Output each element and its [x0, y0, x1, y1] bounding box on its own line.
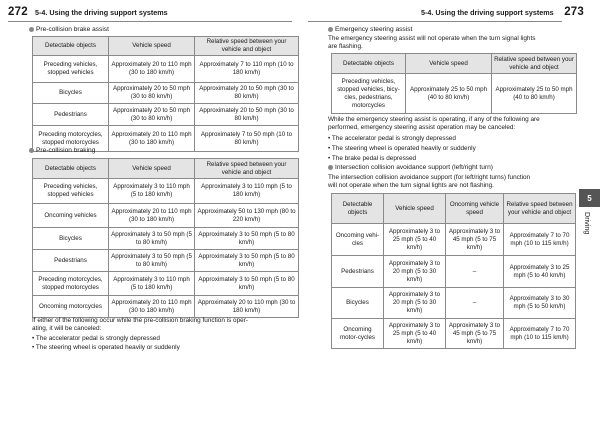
list-item: • The accelerator pedal is strongly depressed: [32, 335, 160, 342]
table-row: [33, 179, 299, 204]
table-header-row: [33, 159, 299, 179]
table-cell: Preceding vehicles, stopped vehicles: [33, 179, 109, 204]
table-cell: Pedestrians: [33, 250, 109, 272]
table-row: [33, 204, 299, 228]
bullet-dot-icon: [328, 27, 333, 32]
table-cell: Approximately 25 to 50 mph (40 to 80 km/h): [492, 74, 577, 114]
table-cell: Preceding motorcycles, stopped motorcycles: [33, 272, 109, 296]
column-header: Oncoming vehicle speed: [446, 194, 504, 224]
table-row: [33, 272, 299, 296]
table-cell: Approximately 20 to 50 mph (30 to 80 km/h): [109, 83, 195, 104]
table-header-row: [332, 54, 577, 74]
table-cell: Approximately 3 to 30 mph (5 to 50 km/h): [504, 288, 576, 319]
bullet-dot-icon: [328, 165, 333, 170]
table-cell: Approximately 3 to 25 mph (5 to 40 km/h): [384, 224, 446, 256]
table-cell: Approximately 20 to 50 mph (30 to 80 km/h): [109, 104, 195, 126]
intersection-table: [331, 193, 576, 349]
table-cell: Bicycles: [33, 83, 109, 104]
table-cell: Pedestrians: [33, 104, 109, 126]
table-cell: Approximately 7 to 110 mph (10 to 180 km/h): [195, 56, 299, 83]
column-header: Vehicle speed: [406, 54, 492, 74]
table-row: [332, 319, 576, 349]
table-row: [33, 250, 299, 272]
emergency-steering-table: [331, 53, 577, 114]
right-page: [300, 0, 600, 439]
table-row: [33, 83, 299, 104]
table-cell: Oncoming motorcycles: [33, 296, 109, 318]
column-header: Detectable objects: [33, 37, 109, 56]
table-cell: Approximately 20 to 110 mph (30 to 180 km/h): [109, 56, 195, 83]
column-header: Relative speed between your vehicle and object: [492, 54, 577, 74]
table-cell: Oncoming motor-cycles: [332, 319, 384, 349]
intersection-intro-text: The intersection collision avoidance support (for left/right turns) function will not operate when the turn signal lights are not flashing.: [328, 174, 531, 189]
steering-cancel-text: While the emergency steering assist is operating, if any of the following are performed, emergency steering assist operation may be canceled:: [328, 116, 540, 131]
table-cell: Preceding vehicles, stopped vehicles: [33, 56, 109, 83]
header-rule: [8, 21, 292, 22]
table-row: [33, 104, 299, 126]
section-title: 5-4. Using the driving support systems: [35, 8, 168, 17]
table-cell: Preceding motorcycles, stopped motorcycles: [33, 126, 109, 152]
table-cell: Approximately 3 to 25 mph (5 to 40 km/h): [384, 319, 446, 349]
list-item: • The brake pedal is depressed: [328, 155, 417, 162]
column-header: Vehicle speed: [109, 37, 195, 56]
table-cell: Preceding vehicles, stopped vehicles, bicy-cles, pedestrians, motorcycles: [332, 74, 406, 114]
left-page-header: [0, 6, 300, 22]
table-row: [33, 56, 299, 83]
list-item: • The steering wheel is operated heavily or suddenly: [328, 145, 476, 152]
list-item: • The steering wheel is operated heavily or suddenly: [32, 344, 180, 351]
table-row: [332, 224, 576, 256]
column-header: Vehicle speed: [109, 159, 195, 179]
chapter-tab: 5: [579, 189, 600, 207]
bullet-dot-icon: [29, 148, 34, 153]
table-cell: Approximately 3 to 45 mph (5 to 75 km/h): [446, 319, 504, 349]
table-cell: Approximately 3 to 20 mph (5 to 30 km/h): [384, 288, 446, 319]
table-cell: Approximately 3 to 20 mph (5 to 30 km/h): [384, 256, 446, 288]
table-cell: Approximately 7 to 50 mph (10 to 80 km/h): [195, 126, 299, 152]
table-cell: Approximately 7 to 70 mph (10 to 115 km/h): [504, 224, 576, 256]
table-row: [332, 74, 577, 114]
chapter-label: Driving: [583, 212, 592, 235]
table-cell: Approximately 20 to 110 mph (30 to 180 km/h): [195, 296, 299, 318]
table-cell: Pedestrians: [332, 256, 384, 288]
table-cell: Approximately 20 to 110 mph (30 to 180 km/h): [109, 126, 195, 152]
table-cell: Bicycles: [33, 228, 109, 250]
table-row: [33, 296, 299, 318]
cancel-conditions-text: If either of the following occur while the pre-collision braking function is oper- ating, it will be canceled:: [32, 317, 248, 332]
list-item: • The accelerator pedal is strongly depressed: [328, 135, 456, 142]
table-row: [33, 228, 299, 250]
table-cell: Approximately 3 to 110 mph (5 to 180 km/h): [195, 179, 299, 204]
page-number: 273: [564, 6, 584, 18]
column-header: Vehicle speed: [384, 194, 446, 224]
table-row: [332, 288, 576, 319]
table-cell: Bicycles: [332, 288, 384, 319]
column-header: Detectable objects: [33, 159, 109, 179]
table-cell: –: [446, 256, 504, 288]
table-cell: Approximately 20 to 50 mph (30 to 80 km/h): [195, 83, 299, 104]
table-cell: Approximately 3 to 50 mph (5 to 80 km/h): [195, 272, 299, 296]
pre-collision-braking-heading: Pre-collision braking: [29, 147, 95, 154]
column-header: Relative speed between your vehicle and object: [195, 37, 299, 56]
table-cell: Approximately 7 to 70 mph (10 to 115 km/h): [504, 319, 576, 349]
table-cell: Approximately 3 to 110 mph (5 to 180 km/h): [109, 272, 195, 296]
table-cell: –: [446, 288, 504, 319]
emergency-steering-assist-heading: Emergency steering assist: [328, 26, 412, 33]
table-cell: Approximately 20 to 110 mph (30 to 180 km/h): [109, 204, 195, 228]
table-cell: Approximately 3 to 50 mph (5 to 80 km/h): [195, 250, 299, 272]
pre-collision-brake-assist-heading: Pre-collision brake assist: [29, 26, 109, 33]
table-cell: Approximately 3 to 50 mph (5 to 80 km/h): [109, 228, 195, 250]
table-header-row: [33, 37, 299, 56]
column-header: Detectable objects: [332, 54, 406, 74]
table-cell: Approximately 3 to 50 mph (5 to 80 km/h): [195, 228, 299, 250]
table-cell: Approximately 50 to 130 mph (80 to 220 km/h): [195, 204, 299, 228]
table-row: [332, 256, 576, 288]
table-cell: Approximately 3 to 110 mph (5 to 180 km/h): [109, 179, 195, 204]
section-title: 5-4. Using the driving support systems: [421, 8, 554, 17]
table-header-row: [332, 194, 576, 224]
table-cell: Approximately 20 to 50 mph (30 to 80 km/h): [195, 104, 299, 126]
table-cell: Approximately 25 to 50 mph (40 to 80 km/h): [406, 74, 492, 114]
table-cell: Approximately 20 to 110 mph (30 to 180 km/h): [109, 296, 195, 318]
brake-assist-table: [32, 36, 299, 152]
column-header: Relative speed between your vehicle and object: [504, 194, 576, 224]
braking-table: [32, 158, 299, 318]
header-rule: [308, 21, 562, 22]
table-cell: Approximately 3 to 50 mph (5 to 80 km/h): [109, 250, 195, 272]
table-cell: Oncoming vehicles: [33, 204, 109, 228]
intersection-avoidance-heading: Intersection collision avoidance support (left/right turn): [328, 164, 493, 171]
table-cell: Oncoming vehi-cles: [332, 224, 384, 256]
column-header: Relative speed between your vehicle and object: [195, 159, 299, 179]
right-page-header: [300, 6, 600, 22]
table-cell: Approximately 3 to 45 mph (5 to 75 km/h): [446, 224, 504, 256]
table-cell: Approximately 3 to 25 mph (5 to 40 km/h): [504, 256, 576, 288]
column-header: Detectable objects: [332, 194, 384, 224]
page-number: 272: [8, 6, 28, 18]
bullet-dot-icon: [29, 27, 34, 32]
steering-intro-text: The emergency steering assist will not operate when the turn signal lights are flashing.: [328, 35, 536, 50]
